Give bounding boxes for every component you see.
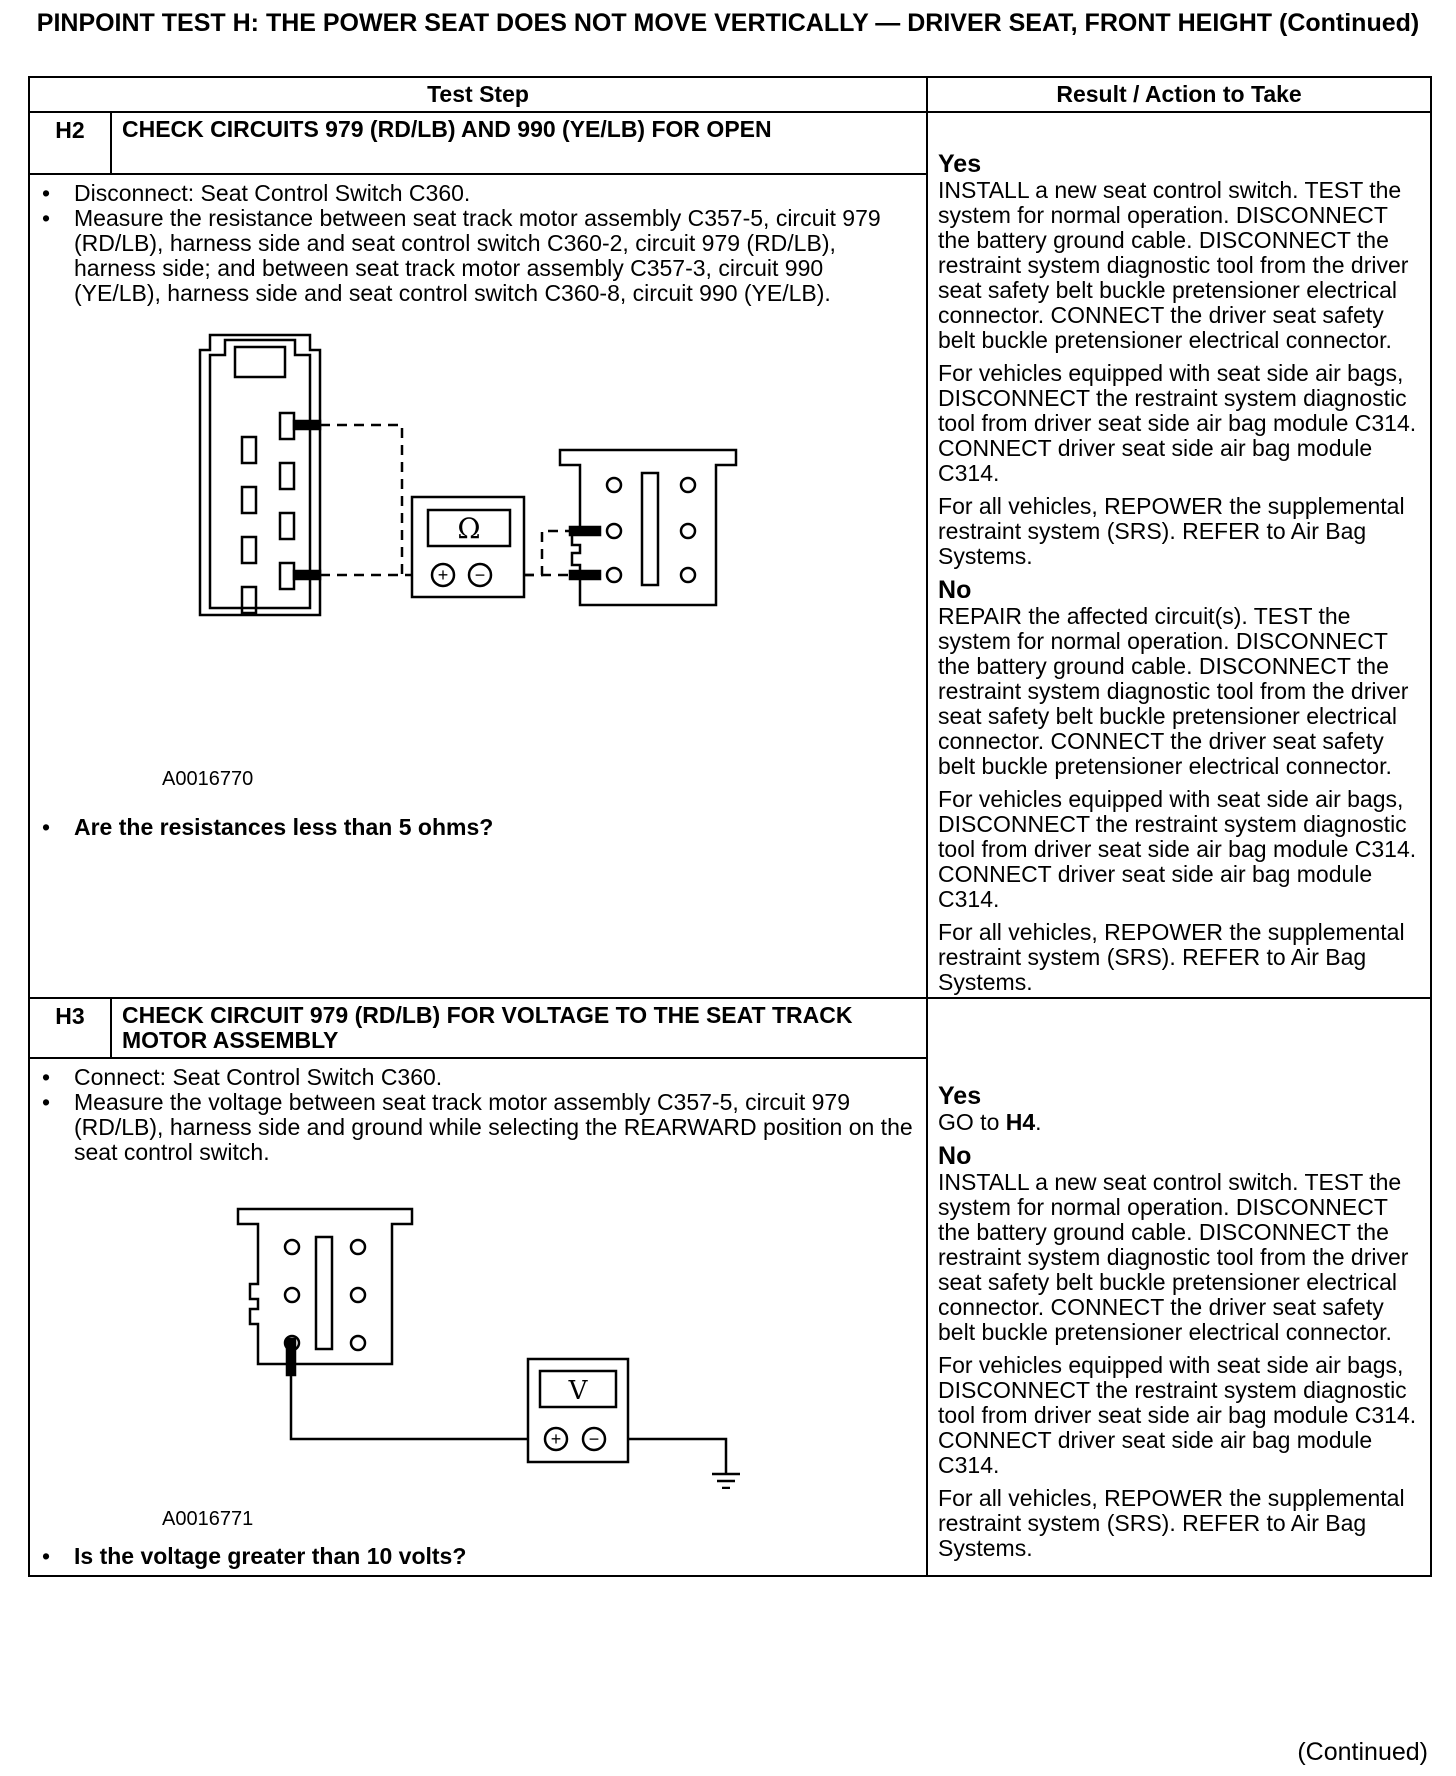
voltage-test-diagram xyxy=(190,1189,750,1489)
instruction-item: • Measure the voltage between seat track motor assembly C357-5, circuit 979 (RD/LB), harness side and ground while selecting the REARWARD position on the seat control switch. xyxy=(38,1090,916,1165)
step-title-h2: CHECK CIRCUITS 979 (RD/LB) AND 990 (YE/LB) FOR OPEN xyxy=(111,112,927,174)
no-action-h3-1: INSTALL a new seat control switch. TEST the system for normal operation. DISCONNECT the battery ground cable. DISCONNECT the restraint system diagnostic tool from the driver seat safety belt buckle pretensioner electrical connector. CONNECT the driver seat safety belt buckle pretensioner electrical connector. xyxy=(938,1169,1409,1345)
seat-control-switch-connector-c360 xyxy=(560,450,736,605)
step-body-h2 xyxy=(29,174,927,998)
no-label-h2: No xyxy=(938,576,972,604)
yes-label-h2: Yes xyxy=(938,150,982,178)
pinpoint-test-table xyxy=(28,76,1432,1577)
result-cell-h3 xyxy=(927,998,1431,1576)
yes-action-h3: GO to H4. xyxy=(938,1109,1042,1135)
no-label-h3: No xyxy=(938,1142,972,1170)
step-id-h3: H3 xyxy=(29,998,111,1058)
result-header: Result / Action to Take xyxy=(927,77,1431,112)
voltmeter xyxy=(528,1359,628,1462)
question-h3: • Is the voltage greater than 10 volts? xyxy=(38,1544,466,1569)
step-body-h3 xyxy=(29,1058,927,1576)
volt-symbol: V xyxy=(568,1376,588,1406)
no-action-h3-2: For vehicles equipped with seat side air bags, DISCONNECT the restraint system diagnostic tool from driver seat side air bag module C314. CONNECT driver seat side air bag module C314. xyxy=(938,1352,1417,1478)
ohm-symbol: Ω xyxy=(457,512,481,545)
svg-text:+: + xyxy=(550,1429,562,1449)
question-h2: • Are the resistances less than 5 ohms? xyxy=(38,815,493,840)
no-action-h2-1: REPAIR the affected circuit(s). TEST the system for normal operation. DISCONNECT the battery ground cable. DISCONNECT the restraint system diagnostic tool from the driver seat safety belt buckle pretensioner electrical connector. CONNECT the driver seat safety belt buckle pretensioner electrical connector. xyxy=(938,603,1409,779)
yes-label-h3: Yes xyxy=(938,1082,982,1110)
instruction-item: • Measure the resistance between seat track motor assembly C357-5, circuit 979 (RD/LB), harness side and seat control switch C360-2, circuit 979 (RD/LB), harness side; and between seat track motor assembly C357-3, circuit 990 (YE/LB), harness side and seat control switch C360-8, circuit 990 (YE/LB). xyxy=(38,206,916,306)
svg-text:+: + xyxy=(437,565,449,585)
yes-action-h2-3: For all vehicles, REPOWER the supplemental restraint system (SRS). REFER to Air Bag Systems. xyxy=(938,493,1405,569)
svg-text:−: − xyxy=(588,1429,600,1449)
yes-action-h2-1: INSTALL a new seat control switch. TEST the system for normal operation. DISCONNECT the battery ground cable. DISCONNECT the restraint system diagnostic tool from the driver seat safety belt buckle pretensioner electrical connector. CONNECT the driver seat safety belt buckle pretensioner electrical connector. xyxy=(938,177,1409,353)
seat-track-motor-connector-c357 xyxy=(200,335,320,615)
test-step-header: Test Step xyxy=(29,77,927,112)
figure-id-h2: A0016770 xyxy=(162,768,254,790)
ohmmeter xyxy=(412,497,524,597)
goto-h4-link[interactable]: H4 xyxy=(1005,1109,1036,1135)
no-action-h3-3: For all vehicles, REPOWER the supplemental restraint system (SRS). REFER to Air Bag Systems. xyxy=(938,1485,1405,1561)
figure-id-h3: A0016771 xyxy=(162,1508,254,1530)
svg-text:−: − xyxy=(474,565,486,585)
resistance-test-diagram xyxy=(180,325,810,635)
page-title: PINPOINT TEST H: THE POWER SEAT DOES NOT MOVE VERTICALLY — DRIVER SEAT, FRONT HEIGHT (Continued) xyxy=(36,9,1420,37)
seat-track-motor-connector-c357 xyxy=(238,1209,412,1375)
instruction-item: • Disconnect: Seat Control Switch C360. xyxy=(38,181,916,206)
step-id-h2: H2 xyxy=(29,112,111,174)
result-cell-h2 xyxy=(927,112,1431,998)
continued-label: (Continued) xyxy=(1297,1738,1428,1766)
step-instructions-h3 xyxy=(30,1059,926,1165)
instruction-item: • Connect: Seat Control Switch C360. xyxy=(38,1065,916,1090)
step-instructions-h2 xyxy=(30,175,926,306)
ground-icon xyxy=(712,1474,740,1488)
step-title-h3: CHECK CIRCUIT 979 (RD/LB) FOR VOLTAGE TO THE SEAT TRACK MOTOR ASSEMBLY xyxy=(111,998,927,1058)
no-action-h2-3: For all vehicles, REPOWER the supplemental restraint system (SRS). REFER to Air Bag Systems. xyxy=(938,919,1405,995)
no-action-h2-2: For vehicles equipped with seat side air bags, DISCONNECT the restraint system diagnostic tool from driver seat side air bag module C314. CONNECT driver seat side air bag module C314. xyxy=(938,786,1417,912)
yes-action-h2-2: For vehicles equipped with seat side air bags, DISCONNECT the restraint system diagnostic tool from driver seat side air bag module C314. CONNECT driver seat side air bag module C314. xyxy=(938,360,1417,486)
